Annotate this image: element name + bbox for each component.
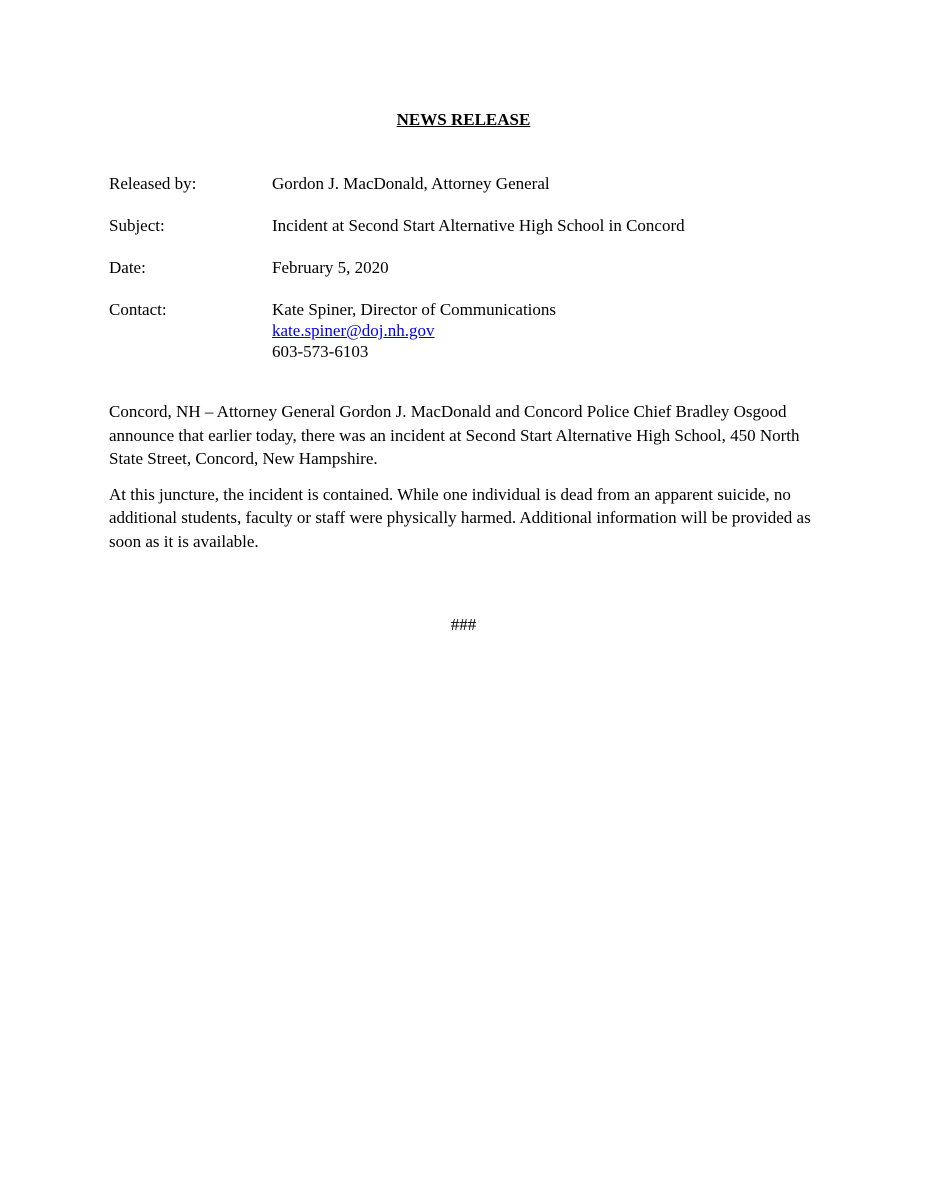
- page-title: NEWS RELEASE: [396, 110, 531, 129]
- release-metadata: [109, 173, 829, 383]
- body-paragraph-2: At this juncture, the incident is contained. While one individual is dead from an apparent suicide, no additional students, faculty or staff were physically harmed. Additional information will be provided as soon as it is available.: [109, 484, 811, 551]
- released-by-value: [272, 173, 829, 194]
- contact-value: [272, 299, 829, 362]
- contact-name: Kate Spiner, Director of Communications: [272, 300, 557, 319]
- date-row: [109, 257, 829, 278]
- release-body: [109, 400, 829, 565]
- released-by-text: Gordon J. MacDonald, Attorney General: [272, 174, 550, 193]
- contact-label: Contact:: [109, 300, 167, 319]
- contact-phone: 603-573-6103: [272, 342, 369, 361]
- subject-text: Incident at Second Start Alternative High School in Concord: [272, 216, 685, 235]
- contact-email-link[interactable]: kate.spiner@doj.nh.gov: [272, 321, 435, 340]
- body-paragraph-1: Concord, NH – Attorney General Gordon J. MacDonald and Concord Police Chief Bradley Osgood announce that earlier today, there was an incident at Second Start Alternative High School, 450 North State Street, Concord, New Hampshire.: [109, 402, 800, 468]
- date-text: February 5, 2020: [272, 258, 389, 277]
- end-mark: ###: [450, 615, 477, 634]
- released-by-row: [109, 173, 829, 194]
- released-by-label: Released by:: [109, 174, 197, 193]
- contact-row: [109, 299, 829, 362]
- subject-value: [272, 215, 829, 236]
- date-label: Date:: [109, 258, 146, 277]
- subject-label: Subject:: [109, 216, 165, 235]
- subject-row: [109, 215, 829, 236]
- date-value: [272, 257, 829, 278]
